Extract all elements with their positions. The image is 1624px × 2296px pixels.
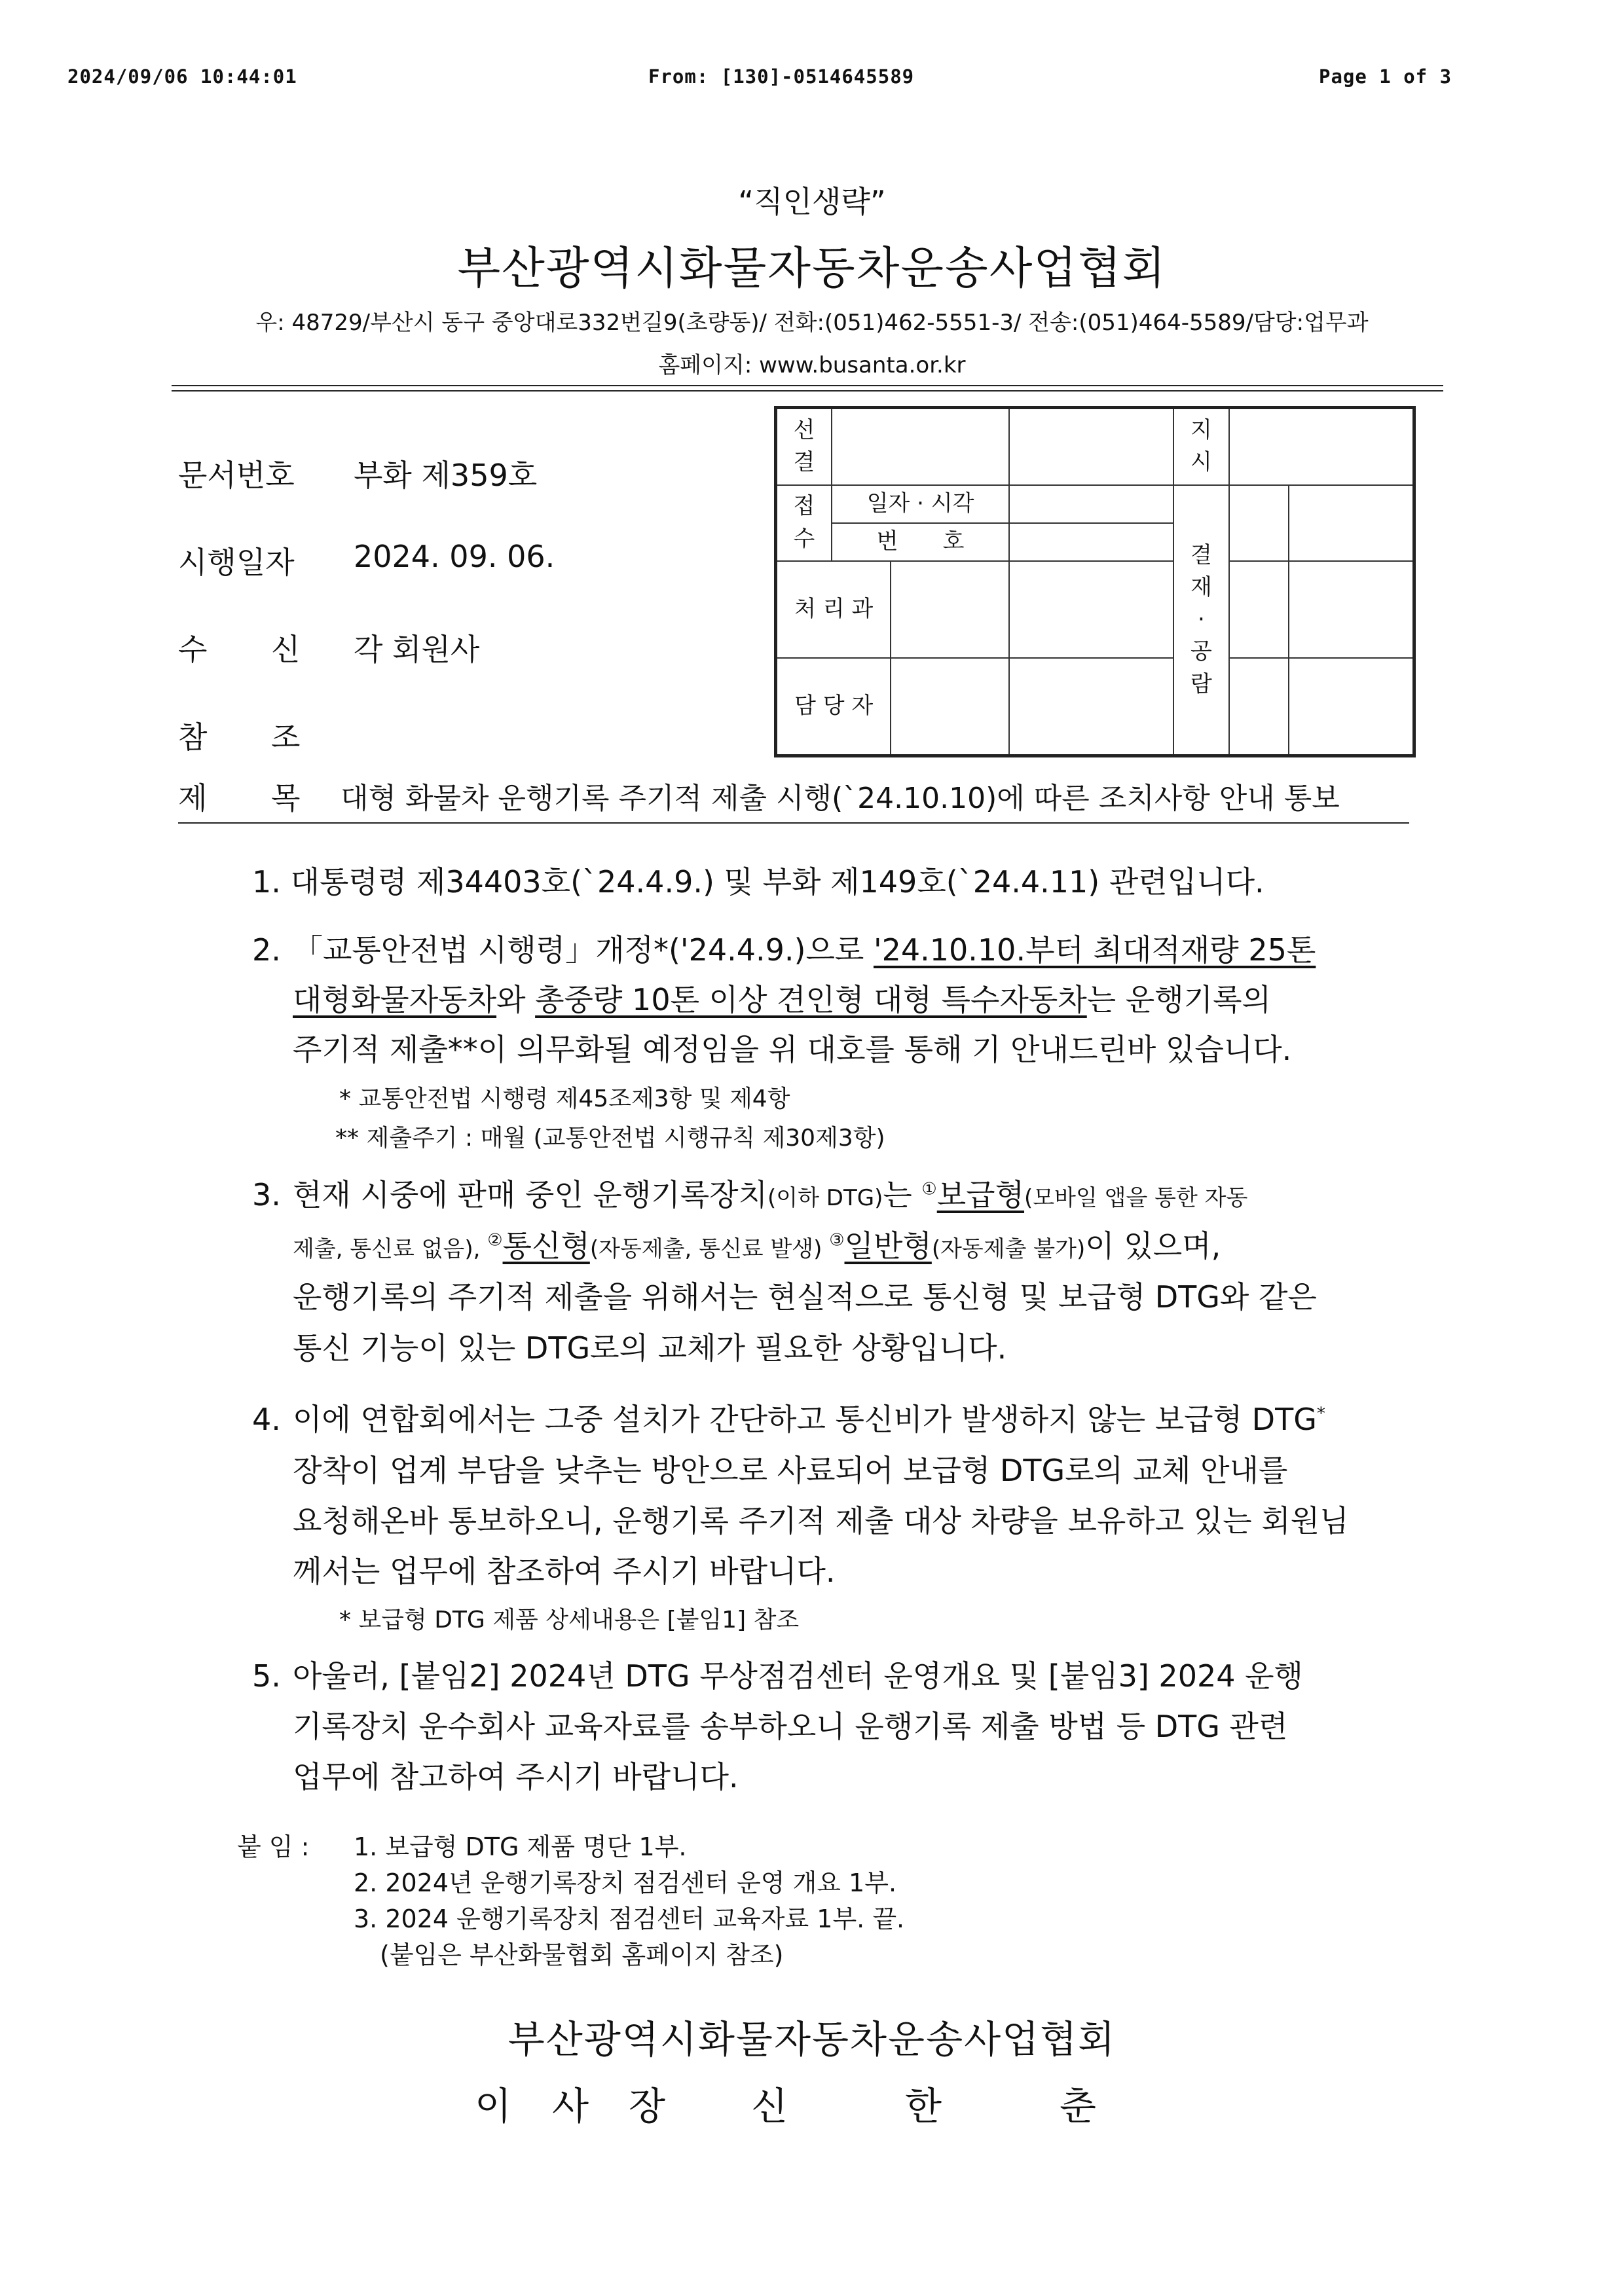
stamp-jisi-blank [1229, 408, 1414, 485]
stamp-damdangja-blank-1 [891, 658, 1009, 756]
stamp-gj-blank-5 [1229, 658, 1289, 756]
paragraph-2-line-3: 주기적 제출**이 의무화될 예정임을 위 대호를 통해 기 안내드린바 있습니다. [293, 1032, 1292, 1067]
paragraph-3-line-4: 통신 기능이 있는 DTG로의 교체가 필요한 상황입니다. [293, 1330, 1007, 1366]
paragraph-4-line-3: 요청해온바 통보하오니, 운행기록 주기적 제출 대상 차량을 보유하고 있는 회원님 [293, 1503, 1349, 1539]
paragraph-5-number: 5. [252, 1658, 281, 1694]
stamp-ilja-label: 일자 · 시각 [832, 485, 1010, 523]
recipient-value: 각 회원사 [354, 632, 480, 667]
signature-title-1: 이 [475, 2084, 512, 2128]
stamp-gj-blank-4 [1289, 561, 1414, 658]
stamp-sun-cell: 선 결 [776, 408, 832, 485]
signature-name-1: 신 [751, 2084, 788, 2128]
subject-label-2: 목 [271, 780, 301, 816]
paragraph-4-line-1: 이에 연합회에서는 그중 설치가 간단하고 통신비가 발생하지 않는 보급형 DTG* [293, 1402, 1325, 1437]
fax-page: Page 1 of 3 [1319, 65, 1452, 88]
fax-from: From: [130]-0514645589 [648, 65, 915, 88]
seal-omitted-note: “직인생략” [738, 184, 886, 219]
header-divider-2 [172, 390, 1443, 392]
stamp-cheorigwa-blank-2 [1009, 561, 1173, 658]
recipient-label-1: 수 [178, 632, 208, 667]
attachment-3: 3. 2024 운행기록장치 점검센터 교육자료 1부. 끝. [354, 1904, 905, 1933]
paragraph-5-line-1: 아울러, [붙임2] 2024년 DTG 무상점검센터 운영개요 및 [붙임3] 2024 운행 [293, 1658, 1303, 1694]
paragraph-5-line-2: 기록장치 운수회사 교육자료를 송부하오니 운행기록 제출 방법 등 DTG 관련 [293, 1709, 1288, 1744]
paragraph-4-number: 4. [252, 1402, 281, 1437]
paragraph-2-note-1: * 교통안전법 시행령 제45조제3항 및 제4항 [339, 1085, 790, 1112]
signature-name-2: 한 [905, 2084, 942, 2128]
attachments-label: 붙 임 : [237, 1832, 310, 1861]
stamp-cheorigwa-label: 처 리 과 [776, 561, 891, 658]
stamp-damdangja-label: 담 당 자 [776, 658, 891, 756]
paragraph-2-line-1: 「교통안전법 시행령」개정*('24.4.9.)으로 '24.10.10.부터 최대적재량 25톤 [293, 932, 1316, 968]
subject-value: 대형 화물차 운행기록 주기적 제출 시행(`24.10.10)에 따른 조치사항 안내 통보 [341, 782, 1340, 815]
signature-title-2: 사 [552, 2084, 589, 2128]
stamp-sun-blank-2 [1009, 408, 1173, 485]
paragraph-3-line-3: 운행기록의 주기적 제출을 위해서는 현실적으로 통신형 및 보급형 DTG와 같은 [293, 1279, 1317, 1315]
stamp-beonho-label: 번 호 [832, 523, 1010, 561]
stamp-gj-blank-6 [1289, 658, 1414, 756]
signature-name-3: 춘 [1060, 2084, 1097, 2128]
stamp-gj-blank-3 [1229, 561, 1289, 658]
stamp-gyeoljae-cell: 결 재 · 공 람 [1173, 485, 1229, 756]
doc-no-label: 문서번호 [178, 458, 295, 493]
stamp-ilja-blank [1009, 485, 1173, 523]
attachment-2: 2. 2024년 운행기록장치 점검센터 운영 개요 1부. [354, 1868, 897, 1897]
doc-no-value: 부화 제359호 [354, 458, 538, 493]
paragraph-2-line-2: 대형화물자동차와 총중량 10톤 이상 견인형 대형 특수자동차는 운행기록의 [293, 982, 1271, 1017]
paragraph-5-line-3: 업무에 참고하여 주시기 바랍니다. [293, 1759, 739, 1795]
stamp-damdangja-blank-2 [1009, 658, 1173, 756]
signature-title-3: 장 [629, 2084, 666, 2128]
ref-label-2: 조 [271, 720, 301, 755]
stamp-gj-blank-2 [1289, 485, 1414, 561]
date-value: 2024. 09. 06. [354, 539, 555, 574]
paragraph-4-line-4: 께서는 업무에 참조하여 주시기 바랍니다. [293, 1554, 836, 1589]
stamp-beonho-blank [1009, 523, 1173, 561]
address-line: 우: 48729/부산시 동구 중앙대로332번길9(초량동)/ 전화:(051)462-5551-3/ 전송:(051)464-5589/담당:업무과 [255, 310, 1369, 336]
stamp-sun-blank [832, 408, 1010, 485]
fax-datetime: 2024/09/06 10:44:01 [67, 65, 297, 88]
homepage-line: 홈페이지: www.busanta.or.kr [658, 352, 966, 378]
paragraph-2-number: 2. [252, 932, 281, 968]
header-divider [172, 385, 1443, 386]
paragraph-1: 1. 대통령령 제34403호(`24.4.9.) 및 부화 제149호(`24.4.11) 관련입니다. [252, 864, 1264, 900]
stamp-gj-blank-1 [1229, 485, 1289, 561]
stamp-jeop-cell: 접 수 [776, 485, 832, 561]
attachment-1: 1. 보급형 DTG 제품 명단 1부. [354, 1832, 687, 1861]
approval-stamp-box [774, 406, 1416, 757]
stamp-jisi-cell: 지 시 [1173, 408, 1229, 485]
recipient-label-2: 신 [271, 632, 301, 667]
paragraph-3-number: 3. [252, 1177, 281, 1212]
subject-label-1: 제 [178, 780, 208, 816]
attachment-note: (붙임은 부산화물협회 홈페이지 참조) [380, 1941, 784, 1969]
paragraph-3-line-2: 제출, 통신료 없음), ②통신형(자동제출, 통신료 발생) ③일반형(자동제출 불가)이 있으며, [293, 1228, 1221, 1264]
paragraph-2-note-2: ** 제출주기 : 매월 (교통안전법 시행규칙 제30제3항) [335, 1125, 885, 1152]
paragraph-4-line-2: 장착이 업계 부담을 낮추는 방안으로 사료되어 보급형 DTG로의 교체 안내를 [293, 1453, 1288, 1488]
signature-org: 부산광역시화물자동차운송사업협회 [507, 2017, 1116, 2062]
paragraph-4-note: * 보급형 DTG 제품 상세내용은 [붙임1] 참조 [339, 1607, 800, 1633]
ref-label-1: 참 [178, 720, 208, 755]
date-label: 시행일자 [178, 545, 295, 580]
subject-underline [178, 822, 1409, 824]
paragraph-3-line-1: 현재 시중에 판매 중인 운행기록장치(이하 DTG)는 ①보급형(모바일 앱을 통한 자동 [293, 1177, 1248, 1212]
stamp-cheorigwa-blank-1 [891, 561, 1009, 658]
org-name-header: 부산광역시화물자동차운송사업협회 [457, 243, 1167, 295]
